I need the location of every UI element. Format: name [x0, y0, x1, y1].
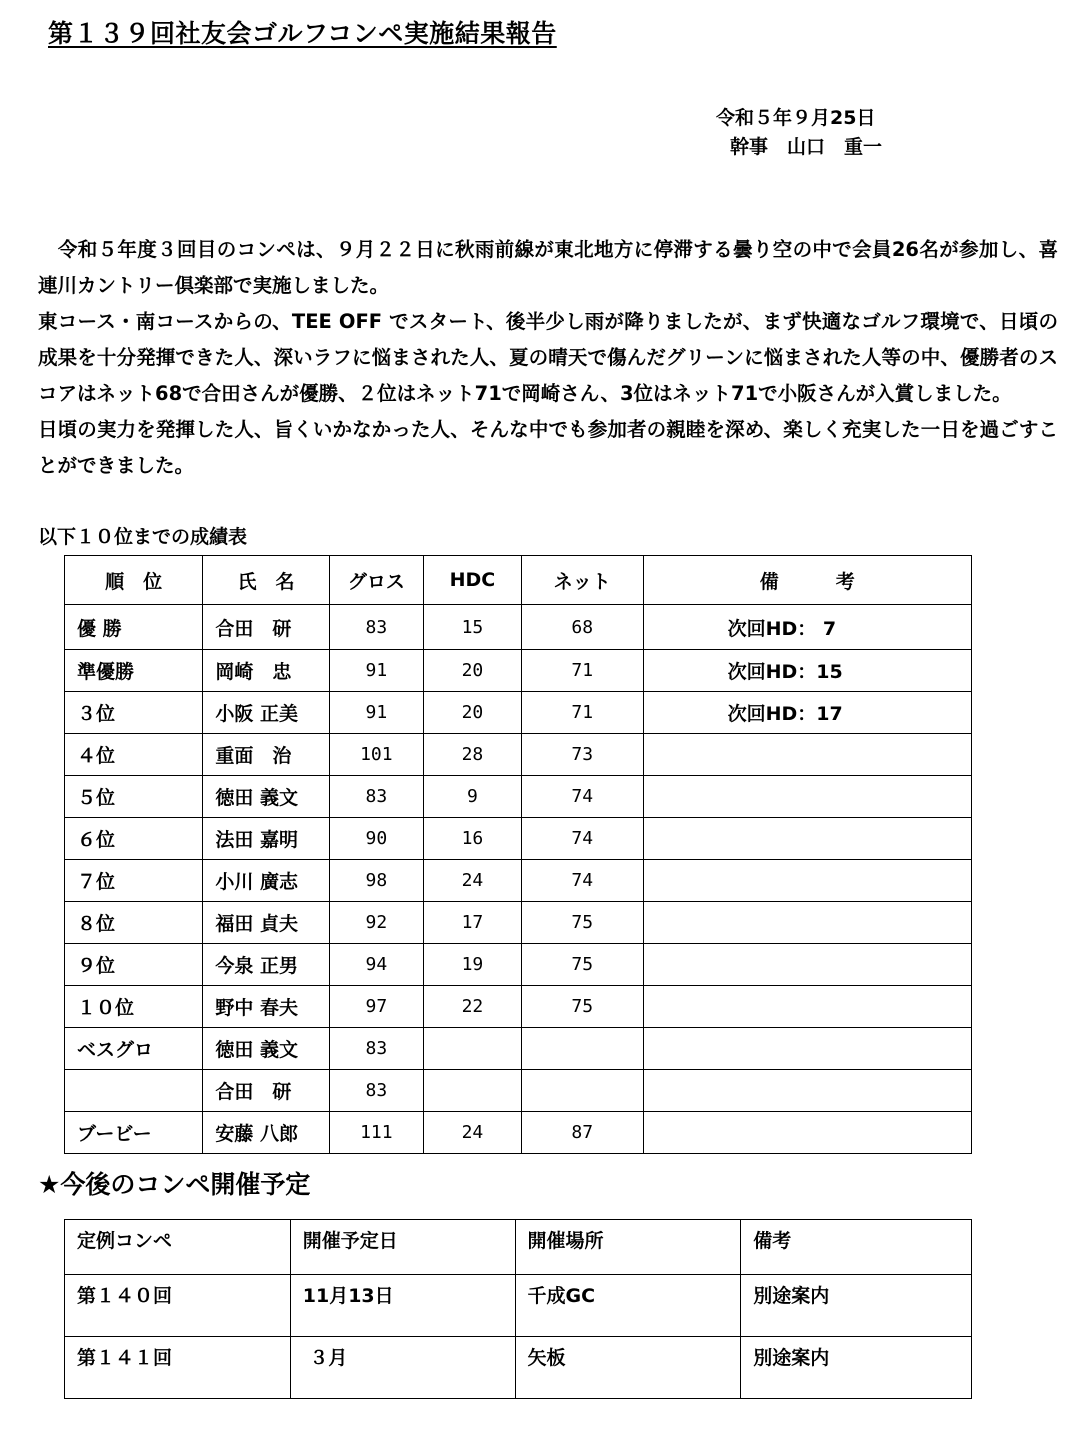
schedule-header-competition: 定例コンペ [65, 1220, 291, 1275]
schedule-venue-cell: 矢板 [515, 1337, 741, 1399]
gross-cell: 97 [329, 986, 423, 1028]
net-cell: 68 [521, 605, 643, 650]
hdc-cell: 20 [424, 650, 522, 692]
gross-cell: 111 [329, 1112, 423, 1154]
hdc-cell: 16 [424, 818, 522, 860]
hdc-cell: 19 [424, 944, 522, 986]
results-row [65, 650, 972, 692]
name-cell: 合田 研 [203, 1070, 329, 1112]
results-row [65, 776, 972, 818]
results-row [65, 1028, 972, 1070]
net-cell: 73 [521, 734, 643, 776]
name-cell: 岡崎 忠 [203, 650, 329, 692]
schedule-header-row [65, 1220, 972, 1275]
notes-cell [643, 1070, 971, 1112]
gross-cell: 92 [329, 902, 423, 944]
notes-cell [643, 1112, 971, 1154]
hdc-cell: 15 [424, 605, 522, 650]
net-cell: 87 [521, 1112, 643, 1154]
header-name: 氏 名 [203, 556, 329, 605]
schedule-venue-cell: 千成GC [515, 1275, 741, 1337]
notes-cell [643, 776, 971, 818]
schedule-competition-cell: 第１４１回 [65, 1337, 291, 1399]
hdc-cell: 17 [424, 902, 522, 944]
name-cell: 安藤 八郎 [203, 1112, 329, 1154]
rank-cell: ８位 [65, 902, 203, 944]
rank-cell: ブービー [65, 1112, 203, 1154]
rank-cell: ベスグロ [65, 1028, 203, 1070]
schedule-competition-cell: 第１４０回 [65, 1275, 291, 1337]
header-hdc: HDC [424, 556, 522, 605]
net-cell [521, 1070, 643, 1112]
results-row [65, 944, 972, 986]
results-row [65, 818, 972, 860]
hdc-cell [424, 1070, 522, 1112]
schedule-header-venue: 開催場所 [515, 1220, 741, 1275]
paragraph-closing: 日頃の実力を発揮した人、旨くいかなかった人、そんな中でも参加者の親睦を深め、楽しく充実した一日を過ごすことができました。 [38, 418, 1058, 477]
net-cell: 75 [521, 986, 643, 1028]
gross-cell: 83 [329, 1070, 423, 1112]
rank-cell [65, 1070, 203, 1112]
paragraph-intro-text: 令和５年度３回目のコンペは、９月２２日に秋雨前線が東北地方に停滞する曇り空の中で会員26名が参加し、喜連川カントリー倶楽部で実施しました。 [38, 238, 1058, 297]
gross-cell: 91 [329, 692, 423, 734]
results-row [65, 734, 972, 776]
header-rank: 順 位 [65, 556, 203, 605]
results-row [65, 902, 972, 944]
schedule-table [64, 1219, 972, 1399]
notes-cell [643, 860, 971, 902]
notes-cell: 次回HD：15 [643, 650, 971, 692]
schedule-notes-cell: 別途案内 [741, 1337, 972, 1399]
schedule-row [65, 1337, 972, 1399]
schedule-row [65, 1275, 972, 1337]
name-cell: 野中 春夫 [203, 986, 329, 1028]
net-cell: 75 [521, 944, 643, 986]
document-title: 第１３９回社友会ゴルフコンペ実施結果報告 [48, 19, 557, 48]
notes-cell: 次回HD：17 [643, 692, 971, 734]
header-net: ネット [521, 556, 643, 605]
hdc-cell: 22 [424, 986, 522, 1028]
hdc-cell [424, 1028, 522, 1070]
rank-cell: ５位 [65, 776, 203, 818]
notes-cell [643, 902, 971, 944]
rank-cell: ４位 [65, 734, 203, 776]
results-row [65, 1070, 972, 1112]
hdc-cell: 9 [424, 776, 522, 818]
name-cell: 今泉 正男 [203, 944, 329, 986]
schedule-date-cell: 11月13日 [290, 1275, 515, 1337]
gross-cell: 94 [329, 944, 423, 986]
paragraph-details: 東コース・南コースからの、TEE OFF でスタート、後半少し雨が降りましたが、まず快適なゴルフ環境で、日頃の成果を十分発揮できた人、深いラフに悩まされた人、夏の晴天で傷んだグリーンに悩まされた人等の中、優勝者のスコアはネット68で合田さんが優勝、２位はネット71で岡崎さん、3位はネット71で小阪さんが入賞しました。 [38, 310, 1058, 405]
results-row [65, 1112, 972, 1154]
organizer: 幹事 山口 重一 [730, 136, 883, 158]
results-caption: 以下１０位までの成績表 [38, 526, 248, 548]
name-cell: 徳田 義文 [203, 776, 329, 818]
gross-cell: 98 [329, 860, 423, 902]
paragraph-intro [38, 232, 1058, 304]
gross-cell: 83 [329, 1028, 423, 1070]
rank-cell: １０位 [65, 986, 203, 1028]
hdc-cell: 24 [424, 1112, 522, 1154]
rank-cell: ６位 [65, 818, 203, 860]
schedule-heading: ★今後のコンペ開催予定 [38, 1170, 311, 1199]
net-cell [521, 1028, 643, 1070]
rank-cell: ７位 [65, 860, 203, 902]
name-cell: 小阪 正美 [203, 692, 329, 734]
name-cell: 徳田 義文 [203, 1028, 329, 1070]
schedule-header-notes: 備考 [741, 1220, 972, 1275]
results-row [65, 860, 972, 902]
notes-cell [643, 818, 971, 860]
name-cell: 小川 廣志 [203, 860, 329, 902]
notes-cell: 次回HD： 7 [643, 605, 971, 650]
report-date: 令和５年９月25日 [716, 107, 876, 129]
header-gross: グロス [329, 556, 423, 605]
net-cell: 74 [521, 860, 643, 902]
header-notes: 備 考 [643, 556, 971, 605]
results-header-row [65, 556, 972, 605]
net-cell: 71 [521, 692, 643, 734]
schedule-header-date: 開催予定日 [290, 1220, 515, 1275]
report-body [38, 232, 1058, 484]
gross-cell: 83 [329, 605, 423, 650]
schedule-date-cell: ３月 [290, 1337, 515, 1399]
gross-cell: 83 [329, 776, 423, 818]
gross-cell: 91 [329, 650, 423, 692]
hdc-cell: 20 [424, 692, 522, 734]
net-cell: 75 [521, 902, 643, 944]
results-table [64, 555, 972, 1154]
gross-cell: 90 [329, 818, 423, 860]
name-cell: 法田 嘉明 [203, 818, 329, 860]
net-cell: 74 [521, 818, 643, 860]
results-row [65, 986, 972, 1028]
name-cell: 合田 研 [203, 605, 329, 650]
notes-cell [643, 734, 971, 776]
notes-cell [643, 1028, 971, 1070]
notes-cell [643, 944, 971, 986]
results-row [65, 605, 972, 650]
rank-cell: 準優勝 [65, 650, 203, 692]
rank-cell: ９位 [65, 944, 203, 986]
rank-cell: 優 勝 [65, 605, 203, 650]
notes-cell [643, 986, 971, 1028]
name-cell: 重面 治 [203, 734, 329, 776]
net-cell: 74 [521, 776, 643, 818]
rank-cell: ３位 [65, 692, 203, 734]
hdc-cell: 28 [424, 734, 522, 776]
hdc-cell: 24 [424, 860, 522, 902]
gross-cell: 101 [329, 734, 423, 776]
results-row [65, 692, 972, 734]
schedule-notes-cell: 別途案内 [741, 1275, 972, 1337]
net-cell: 71 [521, 650, 643, 692]
date-block [716, 104, 882, 162]
name-cell: 福田 貞夫 [203, 902, 329, 944]
